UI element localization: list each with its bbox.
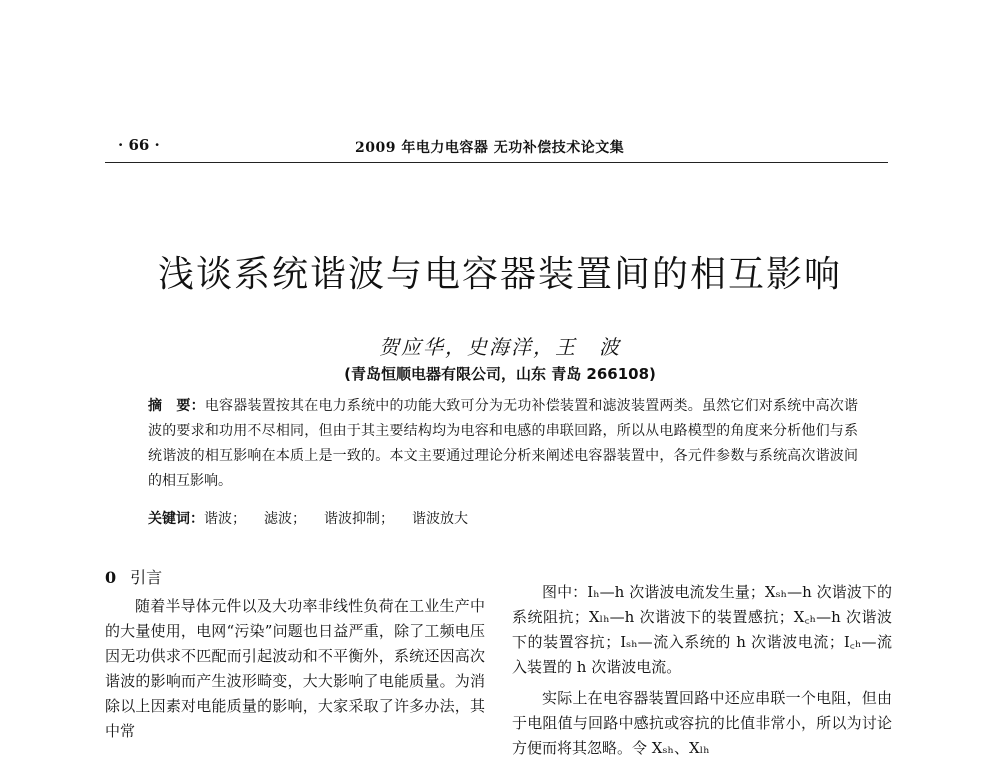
body-paragraph: 实际上在电容器装置回路中还应串联一个电阻，但由于电阻值与回路中感抗或容抗的比值非常小，所以为讨论方便而将其忽略。令 Xₛₕ、Xₗₕ bbox=[512, 689, 892, 757]
keywords-label: 关键词： bbox=[148, 511, 204, 527]
keyword-item: 谐波抑制； bbox=[324, 511, 394, 527]
page-number: · 66 · bbox=[118, 136, 160, 154]
keywords bbox=[148, 508, 848, 528]
section-number: 0 bbox=[105, 568, 117, 587]
keyword-item: 谐波放大 bbox=[412, 511, 468, 527]
keyword-item: 滤波； bbox=[264, 511, 306, 527]
right-column bbox=[512, 580, 892, 761]
paper-title: 浅谈系统谐波与电容器装置间的相互影响 bbox=[157, 254, 842, 295]
section-title: 引言 bbox=[130, 568, 163, 587]
figure-legend-paragraph: 图中：Iₕ—h 次谐波电流发生量；Xₛₕ—h 次谐波下的系统阻抗；Xₗₕ—h 次谐波下的装置感抗；X꜀ₕ—h 次谐波下的装置容抗；Iₛₕ—流入系统的 h 次谐波电流；I꜀ₕ—流入装置的 h 次谐波电流。 bbox=[512, 583, 892, 676]
abstract bbox=[148, 394, 858, 494]
abstract-text: 电容器装置按其在电力系统中的功能大致可分为无功补偿装置和滤波装置两类。虽然它们对系统中高次谐波的要求和功用不尽相同，但由于其主要结构均为电容和电感的串联回路，所以从电路模型的角度来分析他们与系统谐波的相互影响在本质上是一致的。本文主要通过理论分析来阐述电容器装置中，各元件参数与系统高次谐波间的相互影响。 bbox=[148, 398, 859, 489]
paper-affiliation: (青岛恒顺电器有限公司，山东 青岛 266108) bbox=[344, 365, 656, 383]
section-heading bbox=[105, 565, 162, 588]
running-title: 2009 年电力电容器 无功补偿技术论文集 bbox=[355, 140, 625, 156]
header-rule bbox=[105, 162, 888, 163]
keyword-item: 谐波； bbox=[204, 511, 246, 527]
abstract-label: 摘 要： bbox=[148, 398, 205, 414]
body-paragraph: 随着半导体元件以及大功率非线性负荷在工业生产中的大量使用，电网“污染”问题也日益严重，除了工频电压因无功供求不匹配而引起波动和不平衡外，系统还因高次谐波的影响而产生波形畸变，大大影响了电能质量。为消除以上因素对电能质量的影响，大家采取了许多办法，其中常 bbox=[105, 597, 485, 740]
paper-authors: 贺应华，史海洋，王 波 bbox=[379, 335, 621, 359]
left-column bbox=[105, 594, 485, 744]
